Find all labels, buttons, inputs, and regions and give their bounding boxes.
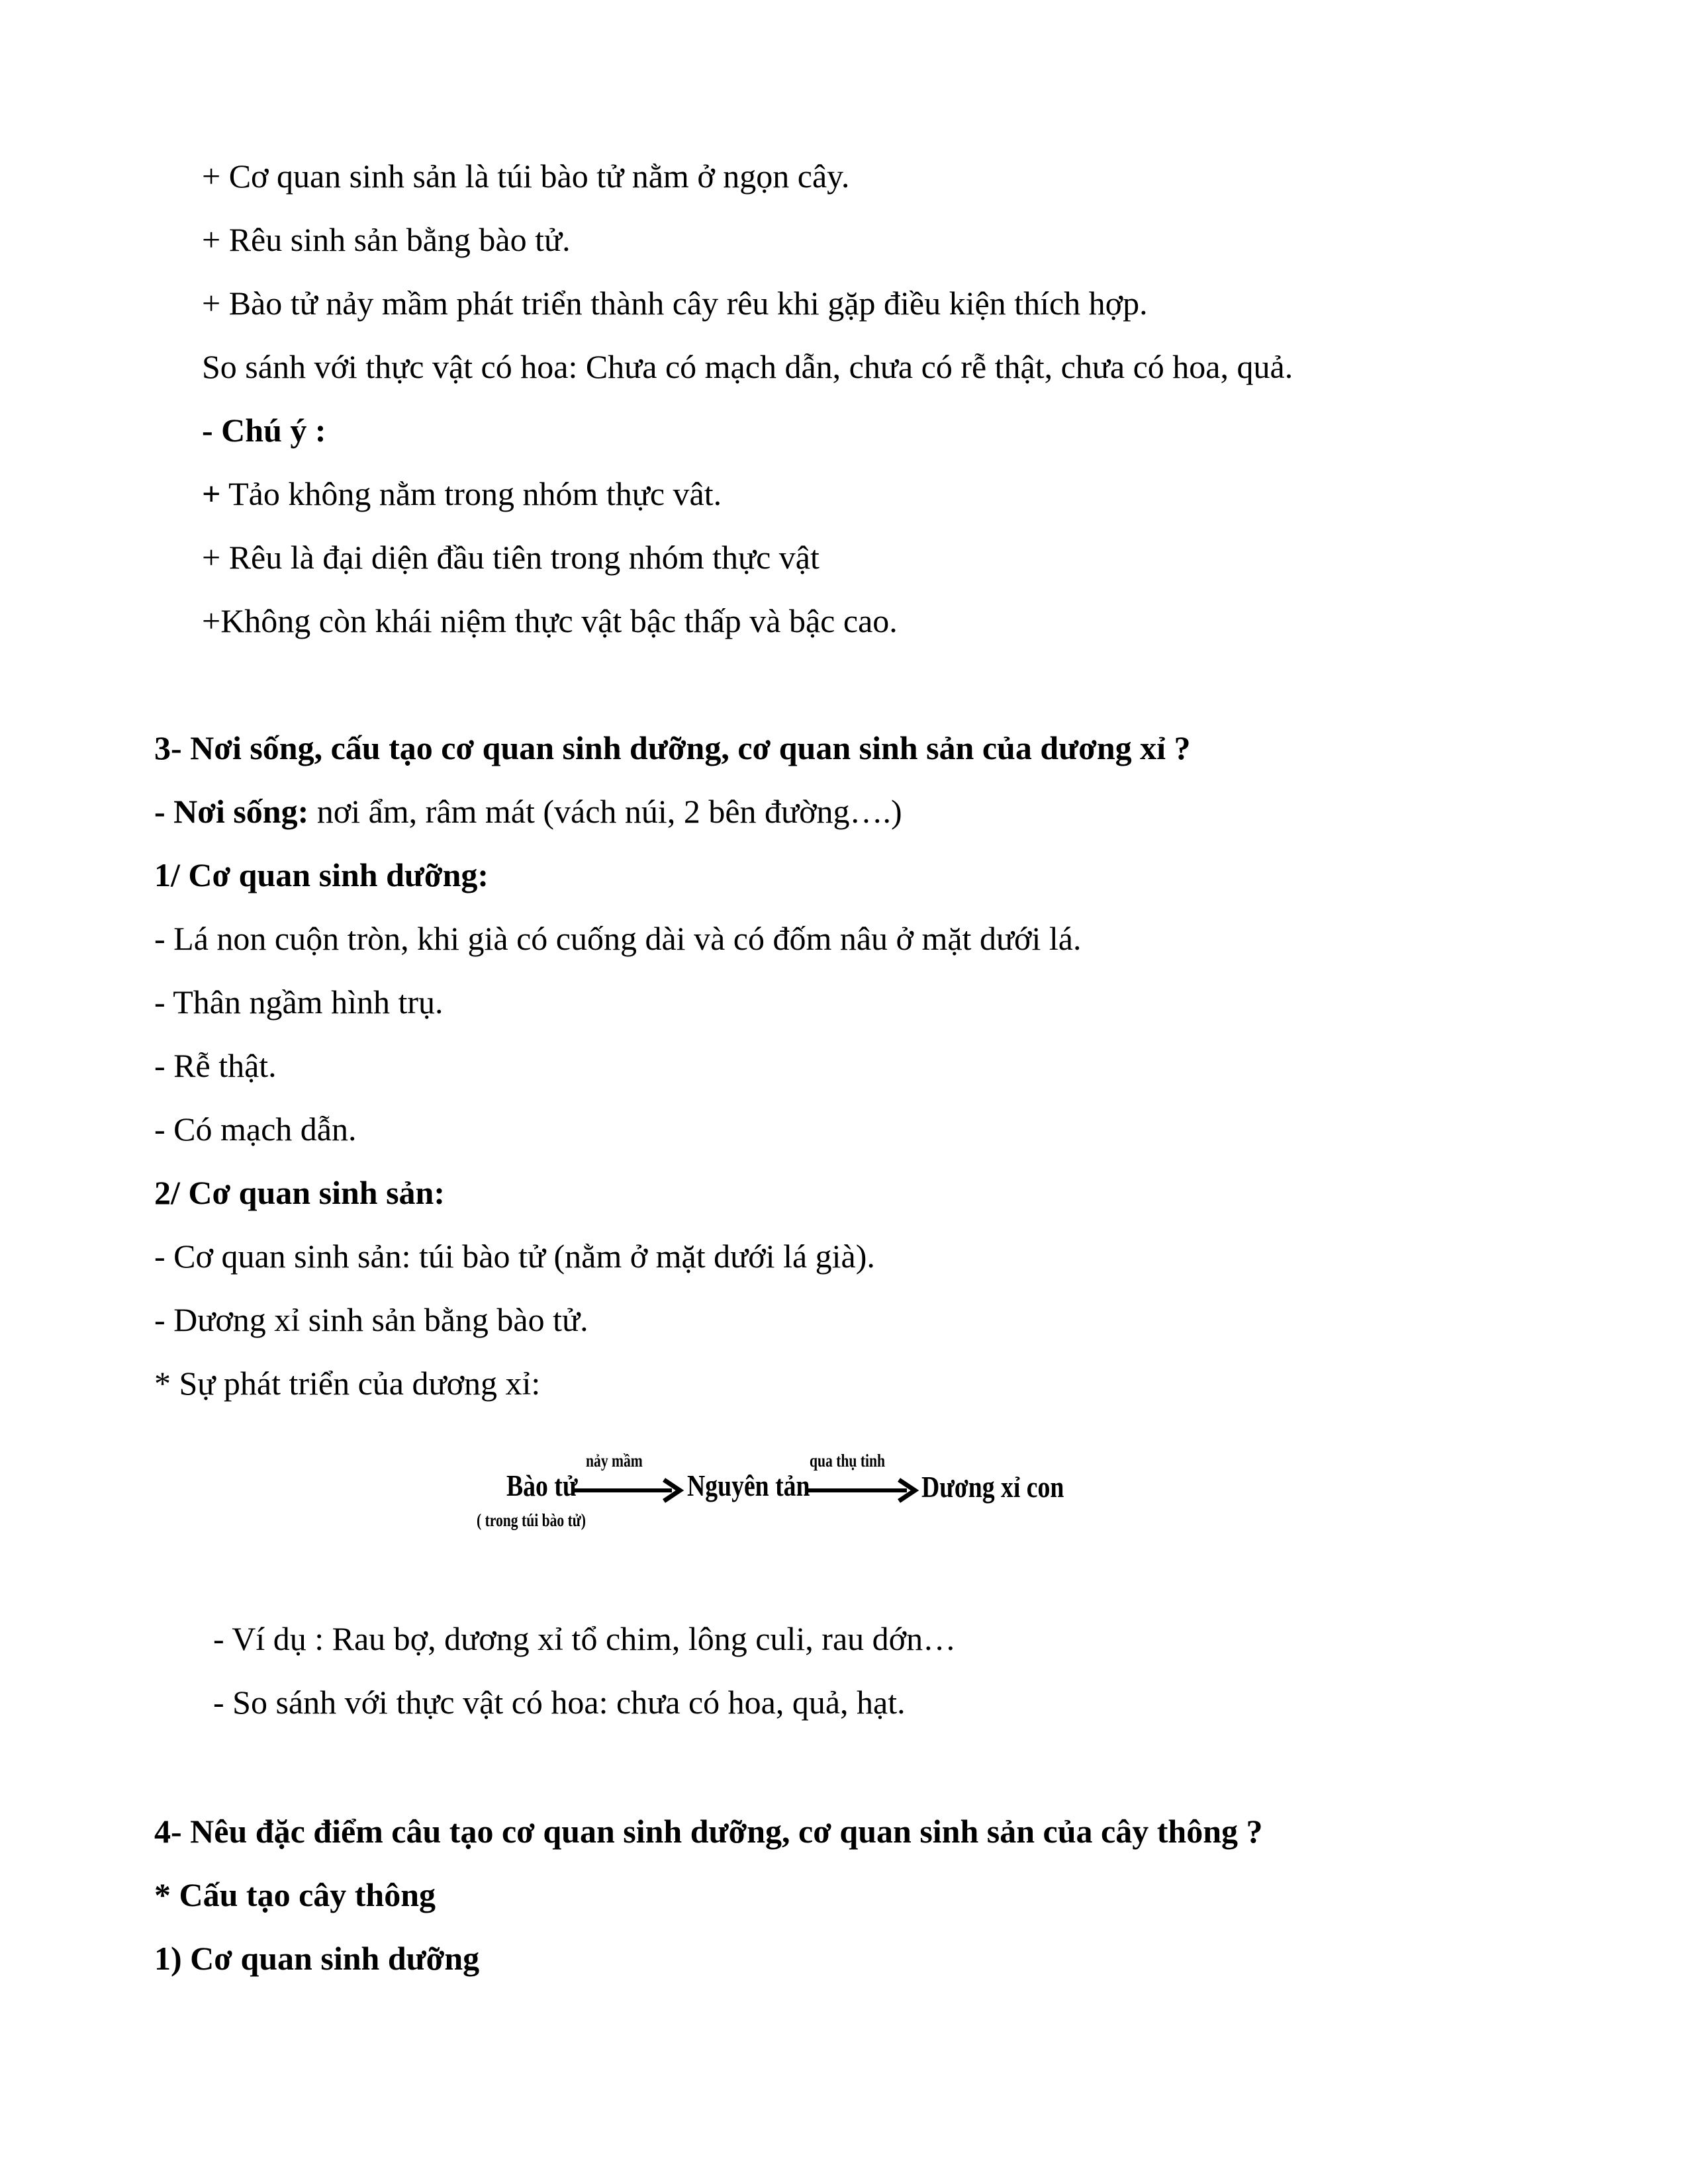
fern-vegetative-item-2: - Thân ngầm hình trụ. bbox=[154, 983, 444, 1021]
diagram-arrow-label-germinate: nảy mầm bbox=[586, 1451, 643, 1471]
fern-vegetative-item-4: - Có mạch dẫn. bbox=[154, 1111, 357, 1148]
habitat-label: - Nơi sống: bbox=[154, 793, 309, 830]
fern-development-diagram bbox=[463, 1436, 1092, 1555]
habitat-text: nơi ẩm, râm mát (vách núi, 2 bên đường….) bbox=[308, 793, 902, 830]
fern-development-heading: * Sự phát triển của dương xỉ: bbox=[154, 1365, 541, 1402]
note-item-3: +Không còn khái niệm thực vật bậc thấp và bậc cao. bbox=[202, 602, 898, 639]
note-item-prefix: + bbox=[202, 475, 221, 512]
fern-reproductive-title: 2/ Cơ quan sinh sản: bbox=[154, 1174, 445, 1211]
diagram-node-spore: Bào tử bbox=[506, 1469, 578, 1502]
note-item-1 bbox=[202, 474, 722, 514]
note-label: - Chú ý : bbox=[202, 412, 326, 449]
diagram-node-note: ( trong túi bào tử) bbox=[477, 1510, 586, 1530]
moss-line-3: + Bào tử nảy mầm phát triển thành cây rêu khi gặp điều kiện thích hợp. bbox=[202, 285, 1148, 322]
fern-vegetative-item-3: - Rễ thật. bbox=[154, 1047, 277, 1084]
fern-habitat bbox=[154, 792, 902, 831]
fern-comparison: - So sánh với thực vật có hoa: chưa có hoa, quả, hạt. bbox=[213, 1684, 906, 1721]
note-item-text: Tảo không nằm trong nhóm thực vât. bbox=[220, 475, 722, 512]
fern-reproductive-item-2: - Dương xỉ sinh sản bằng bào tử. bbox=[154, 1301, 588, 1338]
pine-section-title: 4- Nêu đặc điểm câu tạo cơ quan sinh dưỡng, cơ quan sinh sản của cây thông ? bbox=[154, 1813, 1263, 1850]
fern-section-title: 3- Nơi sống, cấu tạo cơ quan sinh dưỡng, cơ quan sinh sản của dương xỉ ? bbox=[154, 729, 1191, 766]
diagram-node-prothallus: Nguyên tản bbox=[687, 1469, 810, 1502]
diagram-node-young-fern: Dương xỉ con bbox=[921, 1470, 1064, 1504]
moss-line-2: + Rêu sinh sản bằng bào tử. bbox=[202, 221, 571, 258]
fern-example: - Ví dụ : Rau bợ, dương xỉ tổ chim, lông culi, rau dớn… bbox=[213, 1620, 957, 1657]
pine-vegetative-title: 1) Cơ quan sinh dưỡng bbox=[154, 1940, 480, 1977]
moss-comparison: So sánh với thực vật có hoa: Chưa có mạch dẫn, chưa có rễ thật, chưa có hoa, quả. bbox=[202, 348, 1293, 385]
diagram-arrow-label-fertilization: qua thụ tinh bbox=[810, 1451, 886, 1471]
moss-line-1: + Cơ quan sinh sản là túi bào tử nằm ở ngọn cây. bbox=[202, 158, 850, 195]
diagram-arrow-2 bbox=[808, 1477, 927, 1504]
fern-reproductive-item-1: - Cơ quan sinh sản: túi bào tử (nằm ở mặt dưới lá già). bbox=[154, 1238, 875, 1275]
note-item-2: + Rêu là đại diện đầu tiên trong nhóm thực vật bbox=[202, 539, 820, 576]
pine-subtitle: * Cấu tạo cây thông bbox=[154, 1876, 436, 1913]
fern-vegetative-item-1: - Lá non cuộn tròn, khi già có cuống dài và có đốm nâu ở mặt dưới lá. bbox=[154, 920, 1082, 957]
diagram-arrow-1 bbox=[573, 1477, 692, 1504]
fern-vegetative-title: 1/ Cơ quan sinh dưỡng: bbox=[154, 856, 489, 893]
